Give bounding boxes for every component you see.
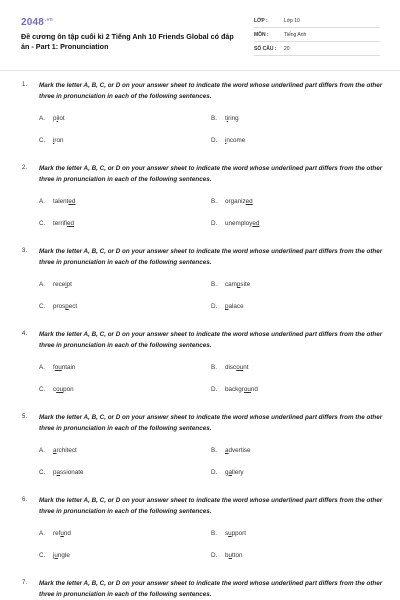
option-word-end: ncome xyxy=(226,137,246,144)
option-letter: A. xyxy=(39,447,45,454)
document-title: Đề cương ôn tập cuối kì 2 Tiếng Anh 10 Friends Global có đáp án - Part 1: Pronunciation xyxy=(21,32,234,51)
option-word-end: rchitect xyxy=(56,447,77,454)
answer-option[interactable] xyxy=(211,281,250,288)
option-word-start: ref xyxy=(53,530,61,537)
question-stem: Mark the letter A, B, C, or D on your answer sheet to indicate the word whose underlined part differs from the other three in pronunciation in each of the following sentences. xyxy=(39,497,383,515)
option-letter: C. xyxy=(39,469,46,476)
option-letter: D. xyxy=(211,386,218,393)
option-letter: D. xyxy=(211,469,218,476)
option-word-end: nt xyxy=(243,364,249,371)
meta-question-count: SỐ CÂU : 20 xyxy=(254,46,290,52)
option-word-start: f xyxy=(53,364,55,371)
option-word-start: g xyxy=(225,469,229,476)
option-letter: C. xyxy=(39,386,46,393)
option-letter: A. xyxy=(39,281,45,288)
question-list xyxy=(0,79,400,600)
option-word-end: ect xyxy=(68,303,78,310)
meta-divider xyxy=(254,27,380,28)
header-divider xyxy=(0,70,400,71)
answer-option[interactable] xyxy=(39,364,75,371)
underlined-part: i xyxy=(225,137,227,144)
site-logo[interactable]: $2048^{.vn}$ xyxy=(21,17,53,28)
option-word-end: ngle xyxy=(57,552,70,559)
option-word-start: c xyxy=(53,386,57,393)
question-number: 3. xyxy=(22,248,28,254)
answer-option[interactable] xyxy=(211,303,244,310)
underlined-part: i xyxy=(65,281,67,288)
question-stem: Mark the letter A, B, C, or D on your answer sheet to indicate the word whose underlined part differs from the other three in pronunciation in each of the following sentences. xyxy=(39,165,383,183)
question-number: 5. xyxy=(22,414,28,420)
option-word-end: ssionate xyxy=(60,469,84,476)
answer-option[interactable] xyxy=(211,364,248,371)
answer-option[interactable] xyxy=(211,220,259,227)
option-word-end: nd xyxy=(250,386,258,393)
question-item xyxy=(0,411,400,494)
option-word-start: p xyxy=(53,115,57,122)
option-letter: B. xyxy=(211,364,217,371)
option-letter: B. xyxy=(211,530,217,537)
option-word-start: disc xyxy=(225,364,237,371)
answer-option[interactable] xyxy=(39,386,74,393)
option-word-start: b xyxy=(225,552,229,559)
underlined-part: i xyxy=(53,137,55,144)
meta-subject: MÔN : Tiếng Anh xyxy=(254,32,307,38)
option-letter: B. xyxy=(211,447,217,454)
option-letter: B. xyxy=(211,281,217,288)
option-word-end: ring xyxy=(228,115,239,122)
underlined-part: a xyxy=(53,447,57,454)
answer-option[interactable] xyxy=(39,530,71,537)
underlined-part: ou xyxy=(243,386,251,393)
underlined-part: ed xyxy=(67,220,75,227)
option-word-start: talent xyxy=(53,198,69,205)
option-word-end: dvertise xyxy=(228,447,251,454)
option-word-start: organiz xyxy=(225,198,246,205)
meta-divider xyxy=(254,41,380,42)
option-word-end: pt xyxy=(66,281,72,288)
answer-option[interactable] xyxy=(39,281,72,288)
question-item xyxy=(0,328,400,411)
option-word-end: lot xyxy=(57,115,65,122)
underlined-part: ed xyxy=(252,220,260,227)
option-word-start: s xyxy=(225,530,229,537)
option-word-end: nd xyxy=(63,530,71,537)
answer-option[interactable] xyxy=(39,220,74,227)
option-word-start: rece xyxy=(53,281,66,288)
underlined-part: u xyxy=(228,530,232,537)
meta-divider xyxy=(254,55,380,56)
underlined-part: ed xyxy=(245,198,253,205)
answer-option[interactable] xyxy=(39,115,65,122)
underlined-part: u xyxy=(228,552,233,559)
question-item xyxy=(0,245,400,328)
option-word-end: site xyxy=(240,281,251,288)
option-word-end: ron xyxy=(54,137,64,144)
question-item xyxy=(0,577,400,600)
question-item xyxy=(0,162,400,245)
option-letter: D. xyxy=(211,552,218,559)
option-letter: C. xyxy=(39,137,46,144)
answer-option[interactable] xyxy=(211,530,246,537)
document-header xyxy=(0,0,400,64)
option-word-end: pon xyxy=(63,386,74,393)
option-letter: A. xyxy=(39,198,45,205)
answer-option[interactable] xyxy=(211,447,251,454)
answer-option[interactable] xyxy=(39,303,77,310)
question-stem: Mark the letter A, B, C, or D on your answer sheet to indicate the word whose underlined part differs from the other three in pronunciation in each of the following sentences. xyxy=(39,580,383,598)
question-number: 4. xyxy=(22,331,28,337)
answer-option[interactable] xyxy=(39,198,75,205)
question-stem: Mark the letter A, B, C, or D on your answer sheet to indicate the word whose underlined part differs from the other three in pronunciation in each of the following sentences. xyxy=(39,82,383,100)
question-stem: Mark the letter A, B, C, or D on your answer sheet to indicate the word whose underlined part differs from the other three in pronunciation in each of the following sentences. xyxy=(39,248,383,266)
option-word-start: p xyxy=(53,469,57,476)
option-letter: C. xyxy=(39,552,46,559)
option-letter: C. xyxy=(39,303,46,310)
option-word-start: terrifi xyxy=(53,220,67,227)
underlined-part: a xyxy=(56,469,61,476)
underlined-part: p xyxy=(236,281,241,288)
option-word-start: t xyxy=(225,115,227,122)
option-word-end: pport xyxy=(231,530,247,537)
answer-option[interactable] xyxy=(39,552,70,559)
option-word-start: cam xyxy=(225,281,237,288)
underlined-part: ed xyxy=(68,198,76,205)
answer-option[interactable] xyxy=(211,137,245,144)
underlined-part: p xyxy=(225,303,229,310)
option-word-end: ntain xyxy=(61,364,76,371)
underlined-part: ou xyxy=(54,364,62,371)
answer-option[interactable] xyxy=(211,198,253,205)
question-number: 7. xyxy=(22,580,28,586)
underlined-part: u xyxy=(60,530,64,537)
option-word-start: pros xyxy=(53,303,66,310)
question-number: 2. xyxy=(22,165,28,171)
meta-class: LỚP : Lớp 10 xyxy=(254,18,300,24)
option-letter: B. xyxy=(211,115,217,122)
option-word-start: backgr xyxy=(225,386,244,393)
option-letter: D. xyxy=(211,137,218,144)
option-word-end: llery xyxy=(232,469,244,476)
question-number: 1. xyxy=(22,82,28,88)
answer-option[interactable] xyxy=(39,137,64,144)
underlined-part: ou xyxy=(56,386,64,393)
underlined-part: i xyxy=(56,115,58,122)
underlined-part: a xyxy=(228,469,233,476)
underlined-part: i xyxy=(226,115,229,122)
option-letter: D. xyxy=(211,303,218,310)
option-letter: A. xyxy=(39,364,45,371)
question-item xyxy=(0,494,400,577)
option-letter: B. xyxy=(211,198,217,205)
answer-option[interactable] xyxy=(211,115,239,122)
answer-option[interactable] xyxy=(211,552,243,559)
underlined-part: u xyxy=(54,552,58,559)
option-word-start: j xyxy=(53,552,55,559)
question-stem: Mark the letter A, B, C, or D on your answer sheet to indicate the word whose underlined part differs from the other three in pronunciation in each of the following sentences. xyxy=(39,331,383,349)
option-word-end: tton xyxy=(232,552,243,559)
option-word-start: unemploy xyxy=(225,220,253,227)
question-stem: Mark the letter A, B, C, or D on your answer sheet to indicate the word whose underlined part differs from the other three in pronunciation in each of the following sentences. xyxy=(39,414,383,432)
answer-option[interactable] xyxy=(39,469,84,476)
option-letter: A. xyxy=(39,115,45,122)
question-item xyxy=(0,79,400,162)
option-word-end: alace xyxy=(228,303,244,310)
underlined-part: ou xyxy=(236,364,244,371)
answer-option[interactable] xyxy=(39,447,77,454)
answer-option[interactable] xyxy=(211,386,258,393)
question-number: 6. xyxy=(22,497,28,503)
underlined-part: a xyxy=(225,447,229,454)
option-letter: C. xyxy=(39,220,46,227)
answer-option[interactable] xyxy=(211,469,244,476)
underlined-part: p xyxy=(65,303,69,310)
option-letter: A. xyxy=(39,530,45,537)
option-letter: D. xyxy=(211,220,218,227)
